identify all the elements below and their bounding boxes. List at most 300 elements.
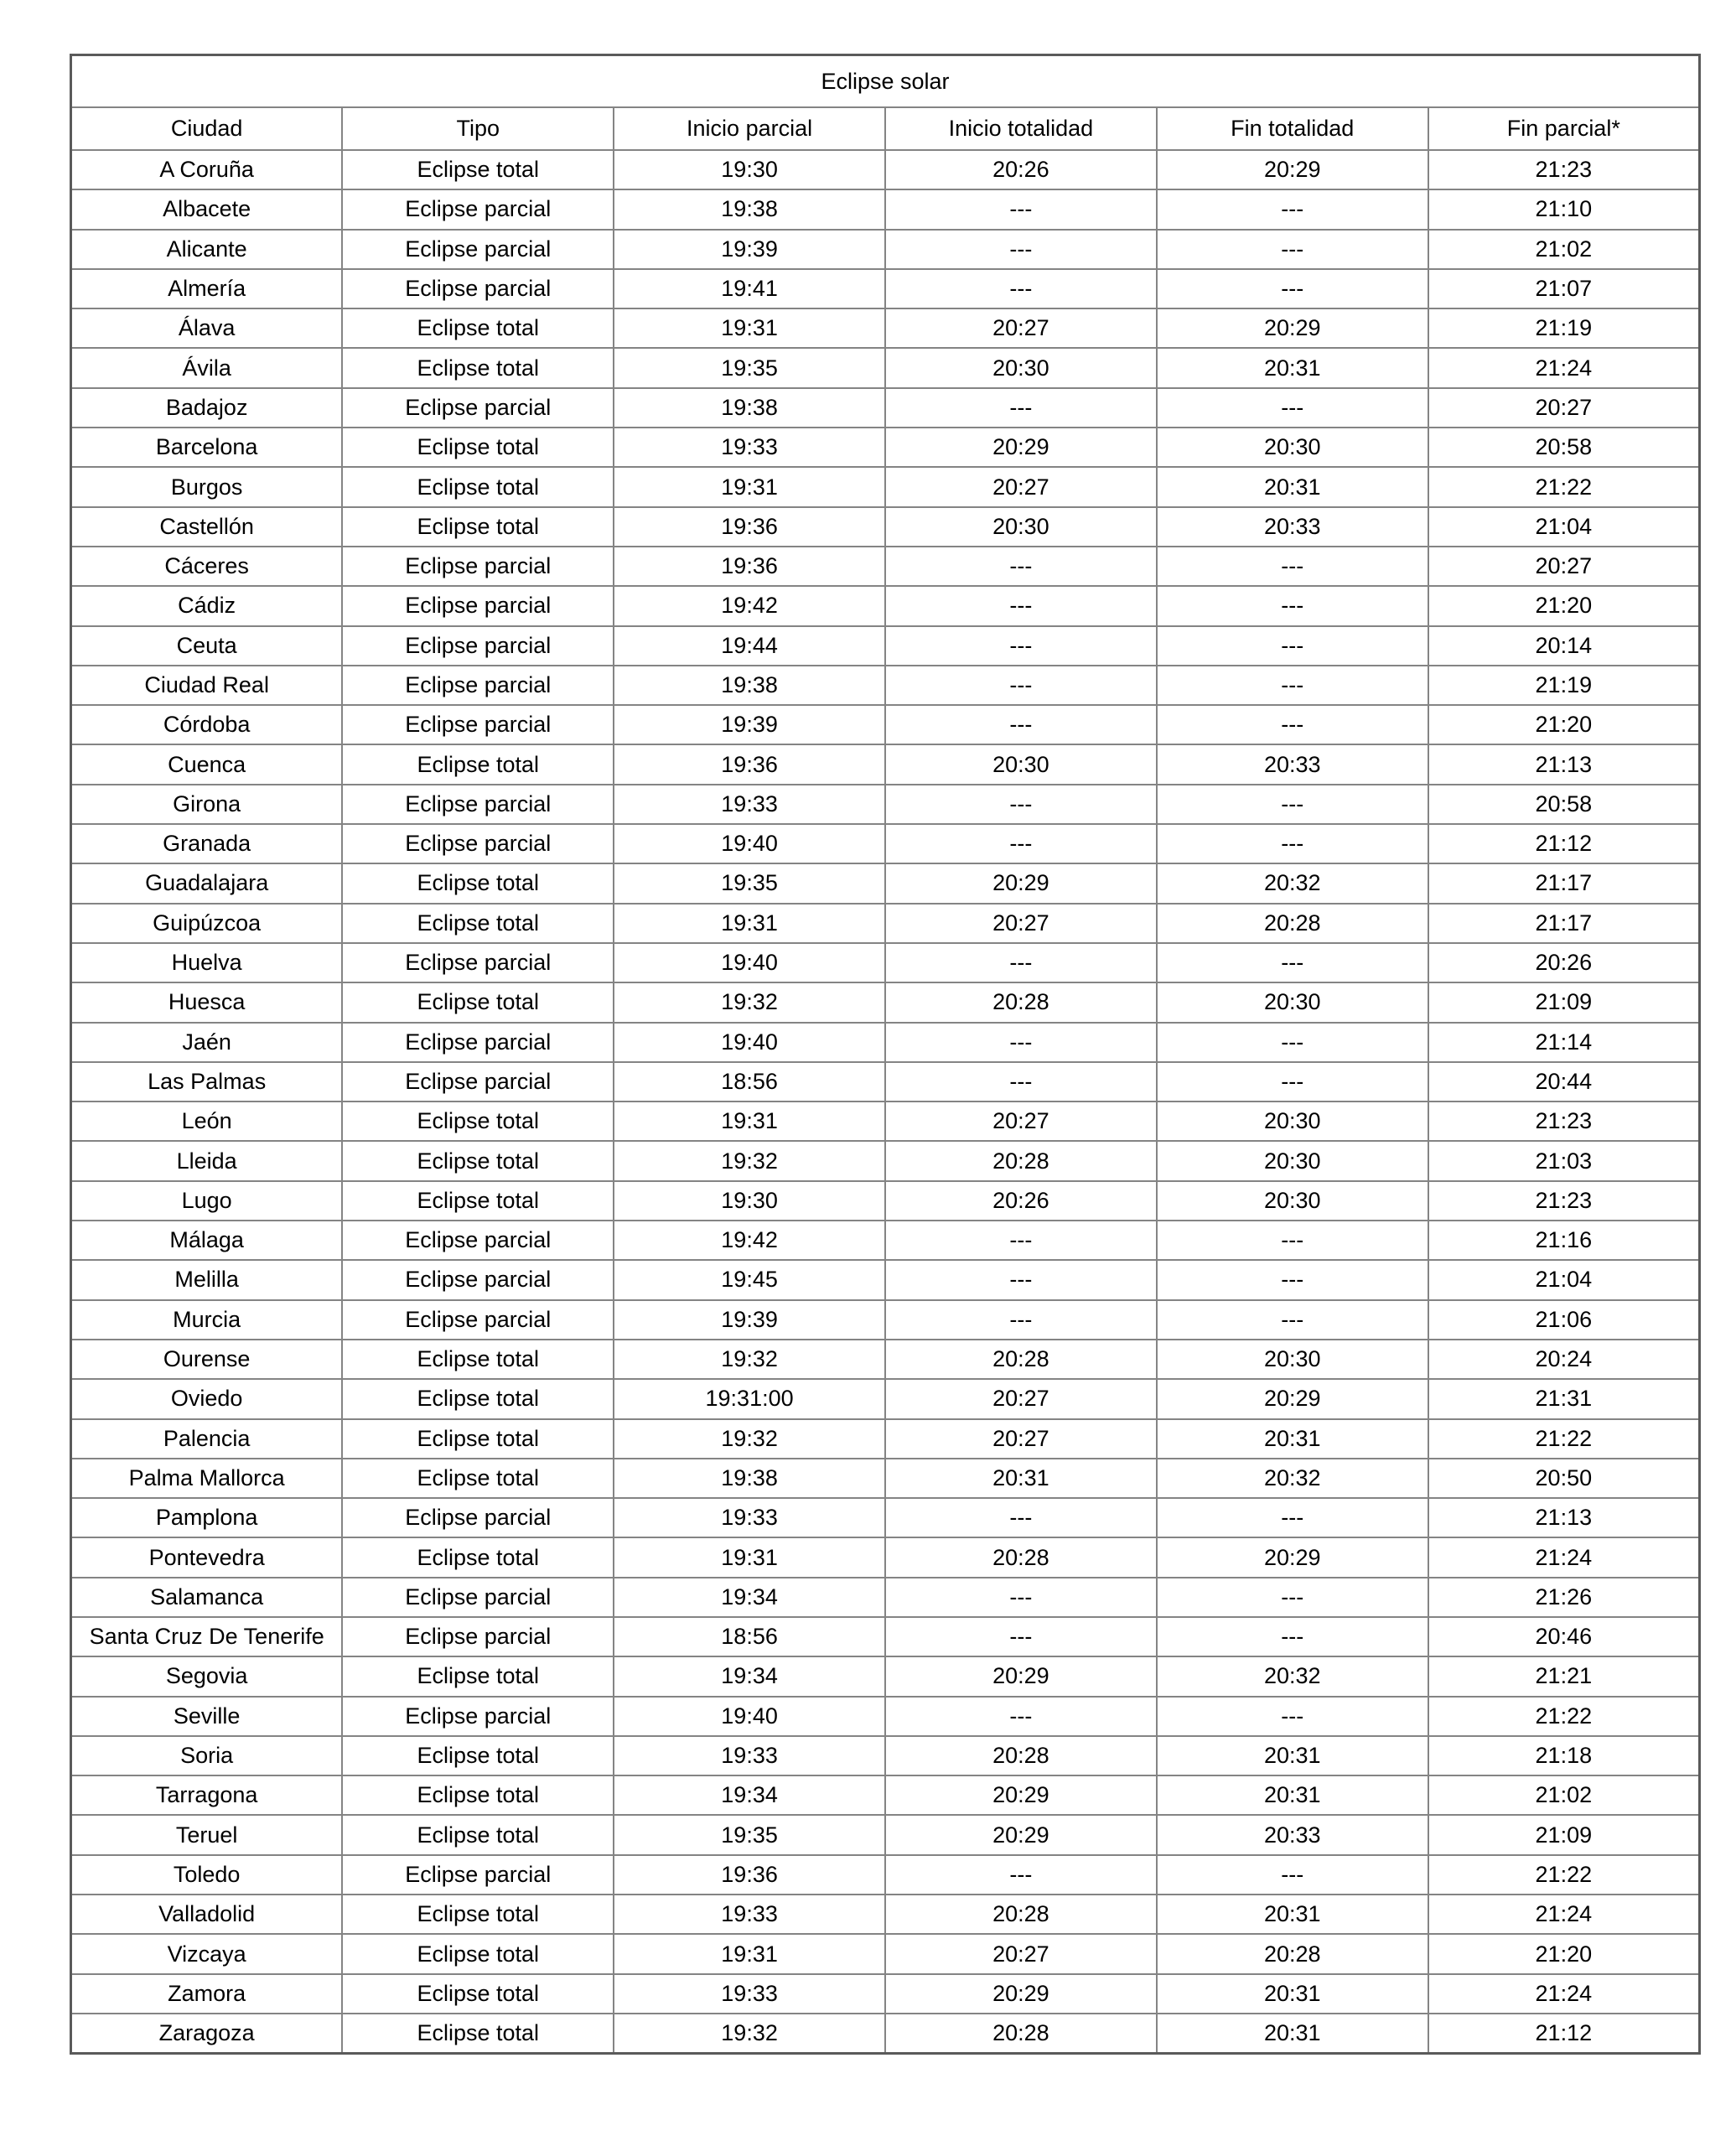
inicio-parcial-cell: 18:56 <box>614 1062 885 1102</box>
type-cell: Eclipse parcial <box>342 1697 614 1736</box>
header-fin-parcial: Fin parcial* <box>1428 107 1700 150</box>
type-cell: Eclipse total <box>342 467 614 506</box>
inicio-parcial-cell: 19:33 <box>614 1498 885 1537</box>
eclipse-table <box>70 54 1701 2055</box>
fin-parcial-cell: 21:12 <box>1428 2014 1700 2054</box>
inicio-totalidad-cell: 20:27 <box>885 1379 1157 1418</box>
header-inicio-totalidad: Inicio totalidad <box>885 107 1157 150</box>
fin-parcial-cell: 21:14 <box>1428 1023 1700 1062</box>
type-cell: Eclipse parcial <box>342 1578 614 1617</box>
fin-parcial-cell: 21:03 <box>1428 1141 1700 1180</box>
city-cell: Pamplona <box>71 1498 343 1537</box>
inicio-parcial-cell: 19:36 <box>614 547 885 586</box>
type-cell: Eclipse parcial <box>342 705 614 744</box>
city-cell: Granada <box>71 824 343 863</box>
inicio-totalidad-cell: --- <box>885 705 1157 744</box>
table-row <box>71 666 1700 705</box>
inicio-parcial-cell: 19:42 <box>614 586 885 625</box>
type-cell: Eclipse parcial <box>342 1062 614 1102</box>
city-cell: Guipúzcoa <box>71 904 343 943</box>
fin-parcial-cell: 21:17 <box>1428 863 1700 903</box>
fin-parcial-cell: 21:19 <box>1428 666 1700 705</box>
fin-totalidad-cell: --- <box>1157 388 1428 428</box>
fin-parcial-cell: 21:13 <box>1428 744 1700 784</box>
table-row <box>71 388 1700 428</box>
type-cell: Eclipse total <box>342 1181 614 1221</box>
fin-parcial-cell: 21:20 <box>1428 1934 1700 1973</box>
table-row <box>71 348 1700 387</box>
type-cell: Eclipse parcial <box>342 666 614 705</box>
city-cell: Cádiz <box>71 586 343 625</box>
fin-totalidad-cell: 20:28 <box>1157 1934 1428 1973</box>
city-cell: Lleida <box>71 1141 343 1180</box>
inicio-totalidad-cell: 20:29 <box>885 863 1157 903</box>
table-row <box>71 1855 1700 1895</box>
inicio-totalidad-cell: --- <box>885 1221 1157 1260</box>
type-cell: Eclipse total <box>342 1934 614 1973</box>
city-cell: Lugo <box>71 1181 343 1221</box>
inicio-totalidad-cell: --- <box>885 1697 1157 1736</box>
fin-parcial-cell: 21:04 <box>1428 1260 1700 1299</box>
fin-parcial-cell: 20:26 <box>1428 943 1700 982</box>
city-cell: Badajoz <box>71 388 343 428</box>
fin-totalidad-cell: 20:31 <box>1157 1736 1428 1775</box>
city-cell: A Coruña <box>71 150 343 189</box>
city-cell: Seville <box>71 1697 343 1736</box>
table-row <box>71 428 1700 467</box>
table-row <box>71 1023 1700 1062</box>
inicio-parcial-cell: 19:36 <box>614 507 885 547</box>
table-row <box>71 626 1700 666</box>
table-row <box>71 230 1700 269</box>
inicio-totalidad-cell: --- <box>885 666 1157 705</box>
fin-parcial-cell: 21:16 <box>1428 1221 1700 1260</box>
type-cell: Eclipse total <box>342 744 614 784</box>
type-cell: Eclipse total <box>342 1815 614 1854</box>
city-cell: Alicante <box>71 230 343 269</box>
inicio-totalidad-cell: --- <box>885 1300 1157 1340</box>
fin-parcial-cell: 21:10 <box>1428 189 1700 229</box>
table-row <box>71 1379 1700 1418</box>
table-row <box>71 1260 1700 1299</box>
inicio-parcial-cell: 19:40 <box>614 1697 885 1736</box>
inicio-parcial-cell: 19:45 <box>614 1260 885 1299</box>
inicio-parcial-cell: 19:31 <box>614 1934 885 1973</box>
inicio-parcial-cell: 19:40 <box>614 1023 885 1062</box>
header-ciudad: Ciudad <box>71 107 343 150</box>
inicio-parcial-cell: 18:56 <box>614 1617 885 1656</box>
fin-parcial-cell: 20:58 <box>1428 785 1700 824</box>
city-cell: Oviedo <box>71 1379 343 1418</box>
fin-parcial-cell: 20:24 <box>1428 1340 1700 1379</box>
type-cell: Eclipse parcial <box>342 586 614 625</box>
inicio-totalidad-cell: --- <box>885 1023 1157 1062</box>
fin-totalidad-cell: --- <box>1157 1578 1428 1617</box>
fin-parcial-cell: 21:24 <box>1428 348 1700 387</box>
fin-totalidad-cell: 20:30 <box>1157 1102 1428 1141</box>
fin-totalidad-cell: 20:30 <box>1157 1141 1428 1180</box>
inicio-totalidad-cell: --- <box>885 1617 1157 1656</box>
table-row <box>71 1697 1700 1736</box>
inicio-parcial-cell: 19:39 <box>614 230 885 269</box>
fin-parcial-cell: 21:07 <box>1428 269 1700 308</box>
inicio-parcial-cell: 19:36 <box>614 1855 885 1895</box>
inicio-parcial-cell: 19:42 <box>614 1221 885 1260</box>
inicio-totalidad-cell: --- <box>885 1498 1157 1537</box>
type-cell: Eclipse parcial <box>342 388 614 428</box>
type-cell: Eclipse parcial <box>342 1498 614 1537</box>
table-row <box>71 1419 1700 1459</box>
city-cell: Barcelona <box>71 428 343 467</box>
inicio-totalidad-cell: --- <box>885 785 1157 824</box>
inicio-totalidad-cell: 20:27 <box>885 308 1157 348</box>
fin-parcial-cell: 21:02 <box>1428 1775 1700 1815</box>
fin-totalidad-cell: --- <box>1157 1697 1428 1736</box>
fin-totalidad-cell: --- <box>1157 1617 1428 1656</box>
inicio-parcial-cell: 19:32 <box>614 1419 885 1459</box>
city-cell: Pontevedra <box>71 1537 343 1577</box>
type-cell: Eclipse total <box>342 348 614 387</box>
city-cell: Cuenca <box>71 744 343 784</box>
inicio-parcial-cell: 19:33 <box>614 1895 885 1934</box>
fin-totalidad-cell: --- <box>1157 189 1428 229</box>
type-cell: Eclipse parcial <box>342 785 614 824</box>
table-row <box>71 943 1700 982</box>
inicio-totalidad-cell: 20:28 <box>885 982 1157 1022</box>
type-cell: Eclipse parcial <box>342 1260 614 1299</box>
fin-totalidad-cell: --- <box>1157 1062 1428 1102</box>
inicio-parcial-cell: 19:32 <box>614 2014 885 2054</box>
fin-totalidad-cell: 20:32 <box>1157 863 1428 903</box>
city-cell: Teruel <box>71 1815 343 1854</box>
city-cell: Huesca <box>71 982 343 1022</box>
city-cell: Castellón <box>71 507 343 547</box>
fin-totalidad-cell: 20:29 <box>1157 1379 1428 1418</box>
fin-parcial-cell: 21:19 <box>1428 308 1700 348</box>
city-cell: Jaén <box>71 1023 343 1062</box>
fin-totalidad-cell: --- <box>1157 1023 1428 1062</box>
fin-totalidad-cell: 20:29 <box>1157 150 1428 189</box>
inicio-totalidad-cell: 20:27 <box>885 1419 1157 1459</box>
type-cell: Eclipse total <box>342 1102 614 1141</box>
fin-totalidad-cell: 20:29 <box>1157 1537 1428 1577</box>
fin-totalidad-cell: --- <box>1157 824 1428 863</box>
table-title: Eclipse solar <box>71 55 1700 108</box>
inicio-parcial-cell: 19:30 <box>614 150 885 189</box>
inicio-parcial-cell: 19:39 <box>614 1300 885 1340</box>
table-row <box>71 1340 1700 1379</box>
fin-totalidad-cell: --- <box>1157 1300 1428 1340</box>
city-cell: Huelva <box>71 943 343 982</box>
inicio-totalidad-cell: --- <box>885 586 1157 625</box>
fin-totalidad-cell: 20:33 <box>1157 744 1428 784</box>
inicio-totalidad-cell: --- <box>885 547 1157 586</box>
inicio-totalidad-cell: 20:29 <box>885 1656 1157 1696</box>
inicio-parcial-cell: 19:31 <box>614 904 885 943</box>
type-cell: Eclipse parcial <box>342 230 614 269</box>
inicio-totalidad-cell: 20:27 <box>885 1934 1157 1973</box>
inicio-totalidad-cell: 20:27 <box>885 904 1157 943</box>
table-row <box>71 467 1700 506</box>
type-cell: Eclipse total <box>342 1736 614 1775</box>
fin-parcial-cell: 21:26 <box>1428 1578 1700 1617</box>
inicio-parcial-cell: 19:35 <box>614 863 885 903</box>
inicio-totalidad-cell: --- <box>885 943 1157 982</box>
table-title-row <box>71 55 1700 108</box>
table-body <box>71 150 1700 2054</box>
inicio-parcial-cell: 19:32 <box>614 1141 885 1180</box>
inicio-parcial-cell: 19:38 <box>614 189 885 229</box>
inicio-parcial-cell: 19:40 <box>614 824 885 863</box>
fin-totalidad-cell: 20:31 <box>1157 1775 1428 1815</box>
city-cell: Vizcaya <box>71 1934 343 1973</box>
inicio-parcial-cell: 19:31 <box>614 1537 885 1577</box>
fin-totalidad-cell: --- <box>1157 785 1428 824</box>
type-cell: Eclipse total <box>342 1340 614 1379</box>
city-cell: Burgos <box>71 467 343 506</box>
inicio-totalidad-cell: 20:30 <box>885 507 1157 547</box>
fin-totalidad-cell: 20:33 <box>1157 1815 1428 1854</box>
city-cell: León <box>71 1102 343 1141</box>
inicio-totalidad-cell: --- <box>885 824 1157 863</box>
table-header-row <box>71 107 1700 150</box>
type-cell: Eclipse total <box>342 1895 614 1934</box>
fin-parcial-cell: 21:02 <box>1428 230 1700 269</box>
fin-parcial-cell: 20:27 <box>1428 547 1700 586</box>
fin-parcial-cell: 21:22 <box>1428 467 1700 506</box>
fin-parcial-cell: 21:24 <box>1428 1974 1700 2014</box>
inicio-totalidad-cell: --- <box>885 626 1157 666</box>
table-row <box>71 1934 1700 1973</box>
fin-parcial-cell: 21:21 <box>1428 1656 1700 1696</box>
inicio-parcial-cell: 19:31:00 <box>614 1379 885 1418</box>
city-cell: Melilla <box>71 1260 343 1299</box>
table-row <box>71 904 1700 943</box>
fin-totalidad-cell: --- <box>1157 269 1428 308</box>
type-cell: Eclipse total <box>342 1537 614 1577</box>
fin-parcial-cell: 20:14 <box>1428 626 1700 666</box>
type-cell: Eclipse total <box>342 1459 614 1498</box>
inicio-totalidad-cell: 20:29 <box>885 428 1157 467</box>
table-row <box>71 586 1700 625</box>
fin-parcial-cell: 21:09 <box>1428 1815 1700 1854</box>
city-cell: Álava <box>71 308 343 348</box>
fin-parcial-cell: 21:24 <box>1428 1895 1700 1934</box>
fin-totalidad-cell: 20:30 <box>1157 428 1428 467</box>
inicio-totalidad-cell: 20:27 <box>885 467 1157 506</box>
inicio-totalidad-cell: --- <box>885 189 1157 229</box>
inicio-totalidad-cell: 20:29 <box>885 1974 1157 2014</box>
inicio-totalidad-cell: 20:28 <box>885 1895 1157 1934</box>
inicio-totalidad-cell: 20:28 <box>885 2014 1157 2054</box>
table-row <box>71 1181 1700 1221</box>
fin-totalidad-cell: 20:30 <box>1157 1340 1428 1379</box>
type-cell: Eclipse parcial <box>342 547 614 586</box>
table-head <box>71 55 1700 151</box>
inicio-parcial-cell: 19:40 <box>614 943 885 982</box>
fin-totalidad-cell: --- <box>1157 705 1428 744</box>
fin-totalidad-cell: 20:31 <box>1157 467 1428 506</box>
inicio-totalidad-cell: 20:28 <box>885 1537 1157 1577</box>
inicio-parcial-cell: 19:34 <box>614 1775 885 1815</box>
inicio-parcial-cell: 19:31 <box>614 1102 885 1141</box>
type-cell: Eclipse parcial <box>342 1300 614 1340</box>
table-row <box>71 1895 1700 1934</box>
fin-parcial-cell: 21:20 <box>1428 586 1700 625</box>
inicio-parcial-cell: 19:38 <box>614 666 885 705</box>
inicio-parcial-cell: 19:34 <box>614 1656 885 1696</box>
inicio-parcial-cell: 19:35 <box>614 1815 885 1854</box>
fin-totalidad-cell: --- <box>1157 666 1428 705</box>
inicio-totalidad-cell: --- <box>885 230 1157 269</box>
inicio-totalidad-cell: 20:28 <box>885 1736 1157 1775</box>
inicio-parcial-cell: 19:38 <box>614 1459 885 1498</box>
city-cell: Málaga <box>71 1221 343 1260</box>
city-cell: Murcia <box>71 1300 343 1340</box>
type-cell: Eclipse total <box>342 1379 614 1418</box>
table-row <box>71 1578 1700 1617</box>
type-cell: Eclipse total <box>342 1656 614 1696</box>
fin-parcial-cell: 21:18 <box>1428 1736 1700 1775</box>
inicio-totalidad-cell: 20:31 <box>885 1459 1157 1498</box>
fin-totalidad-cell: --- <box>1157 1260 1428 1299</box>
type-cell: Eclipse total <box>342 308 614 348</box>
fin-totalidad-cell: --- <box>1157 1855 1428 1895</box>
fin-parcial-cell: 20:50 <box>1428 1459 1700 1498</box>
fin-totalidad-cell: 20:31 <box>1157 1419 1428 1459</box>
inicio-parcial-cell: 19:33 <box>614 428 885 467</box>
fin-totalidad-cell: 20:31 <box>1157 1974 1428 2014</box>
inicio-parcial-cell: 19:39 <box>614 705 885 744</box>
fin-parcial-cell: 20:44 <box>1428 1062 1700 1102</box>
type-cell: Eclipse parcial <box>342 943 614 982</box>
fin-parcial-cell: 20:46 <box>1428 1617 1700 1656</box>
fin-parcial-cell: 21:17 <box>1428 904 1700 943</box>
city-cell: Almería <box>71 269 343 308</box>
type-cell: Eclipse total <box>342 1974 614 2014</box>
inicio-parcial-cell: 19:41 <box>614 269 885 308</box>
city-cell: Palencia <box>71 1419 343 1459</box>
inicio-parcial-cell: 19:33 <box>614 785 885 824</box>
inicio-parcial-cell: 19:31 <box>614 467 885 506</box>
inicio-totalidad-cell: --- <box>885 1062 1157 1102</box>
table-row <box>71 824 1700 863</box>
type-cell: Eclipse parcial <box>342 626 614 666</box>
fin-totalidad-cell: --- <box>1157 586 1428 625</box>
type-cell: Eclipse parcial <box>342 1023 614 1062</box>
inicio-parcial-cell: 19:35 <box>614 348 885 387</box>
table-row <box>71 1062 1700 1102</box>
city-cell: Segovia <box>71 1656 343 1696</box>
table-row <box>71 189 1700 229</box>
type-cell: Eclipse parcial <box>342 1617 614 1656</box>
header-tipo: Tipo <box>342 107 614 150</box>
table-row <box>71 982 1700 1022</box>
table-row <box>71 744 1700 784</box>
fin-totalidad-cell: --- <box>1157 1221 1428 1260</box>
table-row <box>71 1300 1700 1340</box>
fin-parcial-cell: 21:20 <box>1428 705 1700 744</box>
table-row <box>71 1736 1700 1775</box>
table-row <box>71 1498 1700 1537</box>
inicio-totalidad-cell: --- <box>885 269 1157 308</box>
city-cell: Ourense <box>71 1340 343 1379</box>
table-row <box>71 1141 1700 1180</box>
type-cell: Eclipse total <box>342 1775 614 1815</box>
city-cell: Ávila <box>71 348 343 387</box>
fin-totalidad-cell: 20:30 <box>1157 1181 1428 1221</box>
city-cell: Santa Cruz De Tenerife <box>71 1617 343 1656</box>
type-cell: Eclipse total <box>342 904 614 943</box>
type-cell: Eclipse total <box>342 428 614 467</box>
table-row <box>71 1775 1700 1815</box>
inicio-parcial-cell: 19:38 <box>614 388 885 428</box>
city-cell: Tarragona <box>71 1775 343 1815</box>
inicio-totalidad-cell: 20:26 <box>885 150 1157 189</box>
type-cell: Eclipse total <box>342 863 614 903</box>
fin-totalidad-cell: --- <box>1157 230 1428 269</box>
table-row <box>71 1537 1700 1577</box>
fin-parcial-cell: 20:27 <box>1428 388 1700 428</box>
fin-totalidad-cell: 20:32 <box>1157 1656 1428 1696</box>
type-cell: Eclipse total <box>342 150 614 189</box>
type-cell: Eclipse parcial <box>342 1221 614 1260</box>
fin-parcial-cell: 21:22 <box>1428 1855 1700 1895</box>
fin-totalidad-cell: 20:31 <box>1157 1895 1428 1934</box>
fin-totalidad-cell: 20:29 <box>1157 308 1428 348</box>
fin-parcial-cell: 21:09 <box>1428 982 1700 1022</box>
fin-parcial-cell: 21:23 <box>1428 150 1700 189</box>
fin-parcial-cell: 21:23 <box>1428 1102 1700 1141</box>
type-cell: Eclipse total <box>342 2014 614 2054</box>
fin-parcial-cell: 21:22 <box>1428 1419 1700 1459</box>
type-cell: Eclipse total <box>342 1419 614 1459</box>
inicio-totalidad-cell: 20:30 <box>885 744 1157 784</box>
fin-parcial-cell: 21:31 <box>1428 1379 1700 1418</box>
table-row <box>71 2014 1700 2054</box>
city-cell: Ceuta <box>71 626 343 666</box>
fin-parcial-cell: 21:13 <box>1428 1498 1700 1537</box>
table-row <box>71 785 1700 824</box>
table-row <box>71 269 1700 308</box>
inicio-totalidad-cell: 20:27 <box>885 1102 1157 1141</box>
fin-totalidad-cell: 20:33 <box>1157 507 1428 547</box>
table-row <box>71 863 1700 903</box>
fin-totalidad-cell: 20:30 <box>1157 982 1428 1022</box>
fin-totalidad-cell: --- <box>1157 1498 1428 1537</box>
inicio-parcial-cell: 19:30 <box>614 1181 885 1221</box>
table-row <box>71 1617 1700 1656</box>
table-row <box>71 705 1700 744</box>
table-row <box>71 1102 1700 1141</box>
inicio-parcial-cell: 19:32 <box>614 1340 885 1379</box>
type-cell: Eclipse parcial <box>342 1855 614 1895</box>
inicio-parcial-cell: 19:36 <box>614 744 885 784</box>
type-cell: Eclipse parcial <box>342 189 614 229</box>
inicio-totalidad-cell: --- <box>885 1578 1157 1617</box>
type-cell: Eclipse parcial <box>342 824 614 863</box>
inicio-totalidad-cell: 20:29 <box>885 1775 1157 1815</box>
city-cell: Girona <box>71 785 343 824</box>
table-row <box>71 1815 1700 1854</box>
table-row <box>71 1221 1700 1260</box>
inicio-parcial-cell: 19:32 <box>614 982 885 1022</box>
inicio-parcial-cell: 19:33 <box>614 1974 885 2014</box>
inicio-parcial-cell: 19:34 <box>614 1578 885 1617</box>
table-row <box>71 1656 1700 1696</box>
type-cell: Eclipse total <box>342 1141 614 1180</box>
type-cell: Eclipse total <box>342 982 614 1022</box>
